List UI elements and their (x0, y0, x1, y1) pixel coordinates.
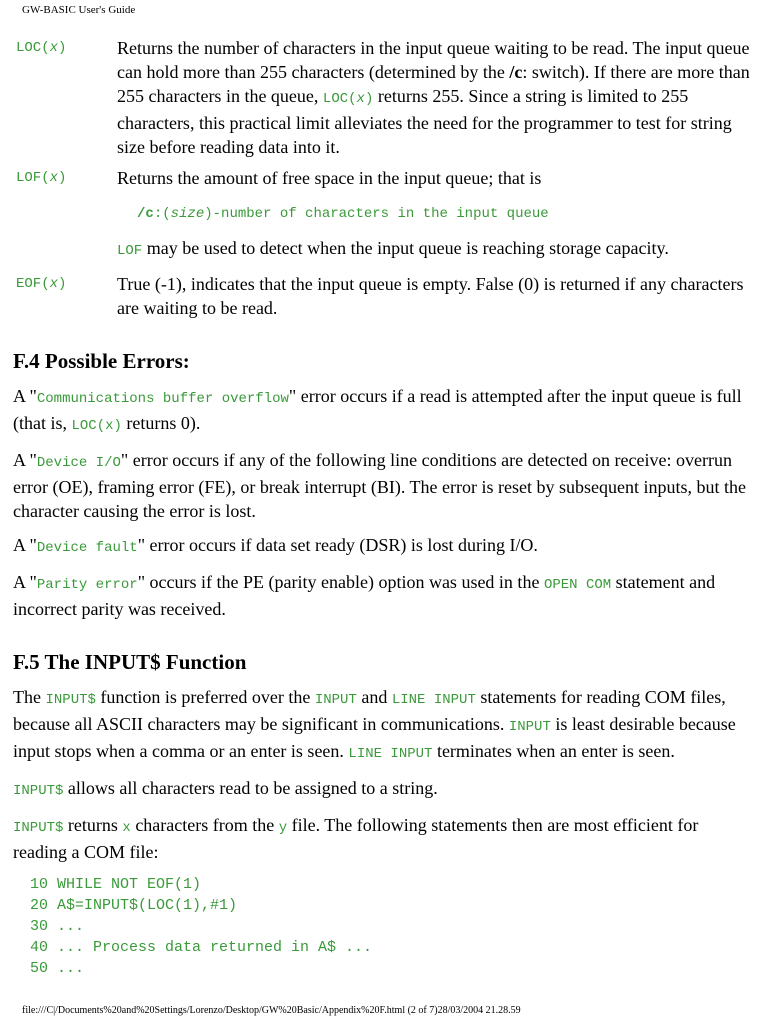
code-line: 10 WHILE NOT EOF(1) (30, 876, 202, 893)
error-comm-buffer: A "Communications buffer overflow" error occurs if a read is attempted after the input queue is full (that is, LOC(x) returns 0). (13, 386, 742, 434)
error-device-io: A "Device I/O" error occurs if any of the following line conditions are detected on receive: overrun error (OE), framing error (FE), or break interrupt (BI). The error is reset by subsequent inputs, but the character causing the error is lost. (13, 450, 746, 521)
input-function-returns: INPUT$ returns x characters from the y file. The following statements then are most efficient for reading a COM file: (13, 815, 699, 862)
lof-term: LOF(x) (16, 170, 67, 186)
input-function-assign: INPUT$ allows all characters read to be assigned to a string. (13, 778, 438, 799)
code-listing (30, 874, 753, 979)
section-f5-heading: F.5 The INPUT$ Function (13, 650, 247, 674)
page-header: GW-BASIC User's Guide (22, 4, 136, 16)
input-function-intro: The INPUT$ function is preferred over the INPUT and LINE INPUT statements for reading COM files, because all ASCII characters may be significant in communications. INPUT is least desirable because input stops when a comma or an enter is seen. LINE INPUT terminates when an enter is seen. (13, 687, 736, 762)
eof-definition (13, 272, 753, 320)
eof-term: EOF(x) (16, 276, 67, 292)
code-line: 30 ... (30, 918, 85, 935)
error-device-fault: A "Device fault" error occurs if data set ready (DSR) is lost during I/O. (13, 535, 538, 556)
error-parity: A "Parity error" occurs if the PE (parity enable) option was used in the OPEN COM statement and incorrect parity was received. (13, 572, 716, 619)
code-line: 50 ... (30, 960, 85, 977)
loc-term: LOC(x) (16, 40, 67, 56)
lof-formula: /c:(size)-number of characters in the input queue (137, 206, 549, 222)
section-f4-heading: F.4 Possible Errors: (13, 349, 190, 373)
eof-description: True (-1), indicates that the input queue is empty. False (0) is returned if any characters are waiting to be read. (117, 274, 744, 318)
function-definition-list (13, 36, 753, 320)
code-line: 20 A$=INPUT$(LOC(1),#1) (30, 897, 238, 914)
code-line: 40 ... Process data returned in A$ ... (30, 939, 373, 956)
page-content (13, 36, 753, 979)
lof-description: Returns the amount of free space in the input queue; that is /c:(size)-number of characters in the input queue LOF may be used to detect when the input queue is reaching storage capacity. (117, 166, 753, 263)
page-footer: file:///C|/Documents%20and%20Settings/Lorenzo/Desktop/GW%20Basic/Appendix%20F.html (2 of 7)28/03/2004 21.28.59 (22, 1005, 521, 1016)
loc-description: Returns the number of characters in the input queue waiting to be read. The input queue can hold more than 255 characters (determined by the /c: switch). If there are more than 255 characters in the queue, LOC(x) returns 255. Since a string is limited to 255 characters, this practical limit alleviates the need for the programmer to test for string size before reading data into it. (117, 38, 750, 157)
lof-definition (13, 166, 753, 263)
loc-definition (13, 36, 753, 159)
